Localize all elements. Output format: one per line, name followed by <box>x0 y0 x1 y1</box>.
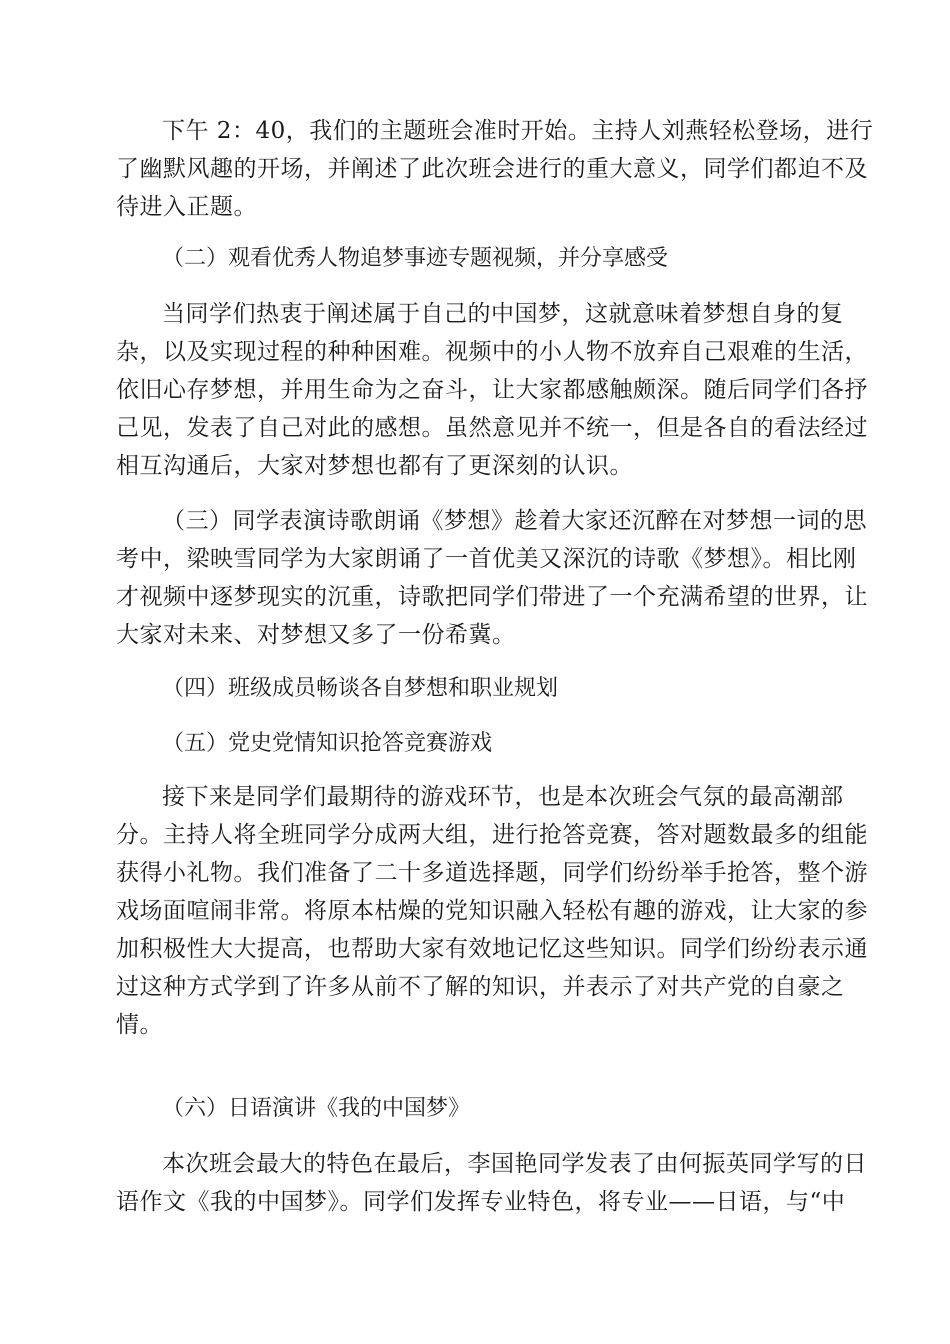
text-line: 己见，发表了自己对此的感想。虽然意见并不统一，但是各自的看法经过 <box>116 415 868 441</box>
text-line: 当同学们热衷于阐述属于自己的中国梦，这就意味着梦想自身的复 <box>162 301 844 327</box>
text-line: 相互沟通后，大家对梦想也都有了更深刻的认识。 <box>116 453 633 479</box>
text-line: 语作文《我的中国梦》。同学们发挥专业特色，将专业——日语，与“中 <box>116 1189 846 1215</box>
text-line: 大家对未来、对梦想又多了一份希冀。 <box>116 622 516 648</box>
section-heading-5: （五）党史党情知识抢答竞赛游戏 <box>162 731 493 756</box>
text-line: 分。主持人将全班同学分成两大组，进行抢答竞赛，答对题数最多的组能 <box>116 822 868 848</box>
text-line: （三）同学表演诗歌朗诵《梦想》趁着大家还沉醉在对梦想一词的思 <box>162 508 867 534</box>
paragraph-speech <box>116 1145 867 1221</box>
text-line: 杂，以及实现过程的种种困难。视频中的小人物不放弃自己艰难的生活， <box>116 339 868 365</box>
section-heading-4: （四）班级成员畅谈各自梦想和职业规划 <box>162 676 559 701</box>
paragraph-video <box>116 295 868 485</box>
text-line: 过这种方式学到了许多从前不了解的知识，并表示了对共产党的自豪之 <box>116 974 845 1000</box>
text-line: 才视频中逐梦现实的沉重，诗歌把同学们带进了一个充满希望的世界，让 <box>116 584 868 610</box>
text-line: 本次班会最大的特色在最后，李国艳同学发表了由何振英同学写的日 <box>162 1151 867 1177</box>
paragraph-quiz <box>116 778 868 1044</box>
section-heading-6: （六）日语演讲《我的中国梦》 <box>162 1096 471 1121</box>
paragraph-poem <box>116 502 868 654</box>
text-line: 了幽默风趣的开场，并阐述了此次班会进行的重大意义，同学们都迫不及 <box>116 156 868 182</box>
text-line: 获得小礼物。我们准备了二十多道选择题，同学们纷纷举手抢答，整个游 <box>116 860 868 886</box>
text-line: 依旧心存梦想，并用生命为之奋斗，让大家都感触颇深。随后同学们各抒 <box>116 377 868 403</box>
text-line: 加积极性大大提高，也帮助大家有效地记忆这些知识。同学们纷纷表示通 <box>116 936 868 962</box>
text-line: 待进入正题。 <box>116 194 257 220</box>
paragraph-opening <box>116 112 874 226</box>
text-line: 接下来是同学们最期待的游戏环节，也是本次班会气氛的最高潮部 <box>162 784 844 810</box>
text-line: 戏场面喧闹非常。将原本枯燥的党知识融入轻松有趣的游戏，让大家的参 <box>116 898 868 924</box>
section-heading-2: （二）观看优秀人物追梦事迹专题视频，并分享感受 <box>162 246 669 271</box>
text-line: 考中，梁映雪同学为大家朗诵了一首优美又深沉的诗歌《梦想》。相比刚 <box>116 546 857 572</box>
text-line: 情。 <box>116 1012 163 1038</box>
text-line: 下午 2：40，我们的主题班会准时开始。主持人刘燕轻松登场，进行 <box>162 118 874 144</box>
